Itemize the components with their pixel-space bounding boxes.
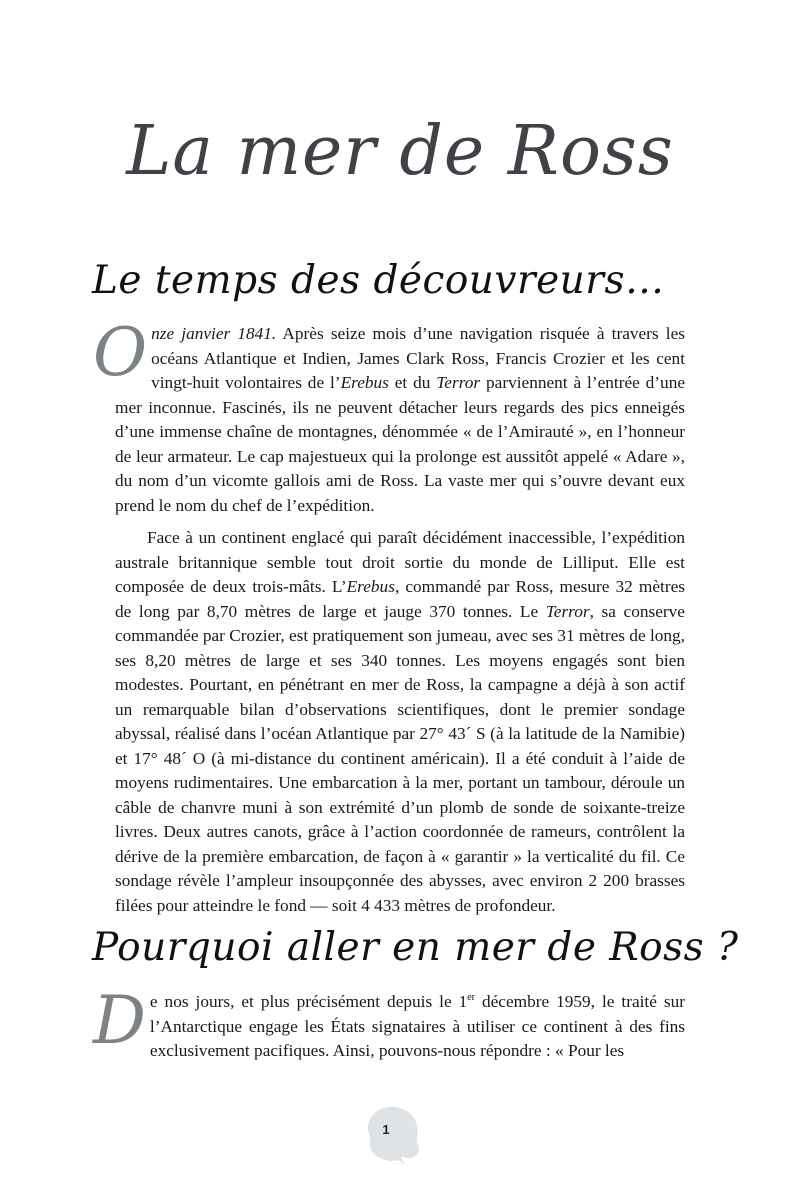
- drop-cap: D: [93, 982, 146, 1059]
- section-heading-discoverers: Le temps des découvreurs…: [92, 258, 665, 303]
- ship-name: Terror: [545, 601, 590, 621]
- ship-name: Erebus: [346, 577, 395, 596]
- paragraph: [93, 314, 686, 518]
- text-run: décembre 1959, le traité sur l’Antarctique engage les États signataires à utiliser ce continent à des fins exclusivement pacifiques. Ainsi, pouvons-nous répondre : « Pour les: [149, 992, 685, 1060]
- page-title: La mer de Ross: [126, 112, 674, 191]
- section-body-why-ross-sea: [93, 982, 685, 1064]
- text-run: e nos jours, et plus précisément depuis le 1: [149, 992, 468, 1011]
- text-run: , commandé par Ross, mesure 32 mètres de long par 8,70 mètres de large et jauge 370 tonnes. Le: [115, 577, 685, 621]
- ship-name: Terror: [436, 373, 481, 392]
- ship-name: Erebus: [340, 373, 389, 392]
- text-run: , sa conserve commandée par Crozier, est pratiquement son jumeau, avec ses 31 mètres de long, ses 8,20 mètres de large et ses 340 tonnes. Les moyens engagés sont bien modestes. Pourtant, en pénétrant en mer de Ross, la campagne a déjà à son actif un remarquable bilan d’observations scientifiques, dont le premier sondage abyssal, réalisé dans l’océan Atlantique par 27° 43´ S (à la latitude de la Namibie) et 17° 48´ O (à mi-distance du continent américain). Il a été conduit à l’aide de moyens rudimentaires. Une embarcation à la mer, portant un tambour, déroule un câble de chanvre muni à son extrémité d’un plomb de sonde de soixante-treize livres. Deux autres canots, grâce à l’action coordonnée de rameurs, contrôlent la dérive de la première embarcation, de façon à « garantir » la verticalité du fil. Ce sondage révèle l’ampleur insoupçonnée des abysses, avec environ 2 200 brasses filées pour atteindre le fond — soit 4 433 mètres de profondeur.: [115, 601, 685, 915]
- section-heading-why-ross-sea: Pourquoi aller en mer de Ross ?: [92, 925, 739, 970]
- paragraph: [115, 526, 685, 918]
- text-run: Face à un continent englacé qui paraît décidément inaccessible, l’expédition australe britannique semble tout droit sortie du monde de Lilliput. Elle est composée de deux trois-mâts. L’: [115, 528, 685, 596]
- text-run: et du: [388, 373, 437, 392]
- section-body-discoverers: [93, 314, 686, 918]
- text-run: Après seize mois d’une navigation risquée à travers les océans Atlantique et Indien, James Clark Ross, Francis Crozier et les cent vingt-huit volontaires de l’: [151, 324, 685, 392]
- page-number: 1: [382, 1122, 390, 1137]
- date-text: nze janvier 1841.: [151, 324, 277, 343]
- drop-cap: O: [93, 314, 148, 391]
- ordinal-superscript: er: [467, 992, 476, 1004]
- text-run: parviennent à l’entrée d’une mer inconnue. Fascinés, ils ne peuvent détacher leurs regards des pics enneigés d’une immense chaîne de montagnes, dénommée « de l’Amirauté », en l’honneur de leur armateur. Le cap majestueux qui la prolonge est aussitôt appelé « Adare », du nom d’un vicomte gallois ami de Ross. La vaste mer qui s’ouvre devant eux prend le nom du chef de l’expédition.: [115, 373, 686, 515]
- paragraph: [93, 982, 685, 1064]
